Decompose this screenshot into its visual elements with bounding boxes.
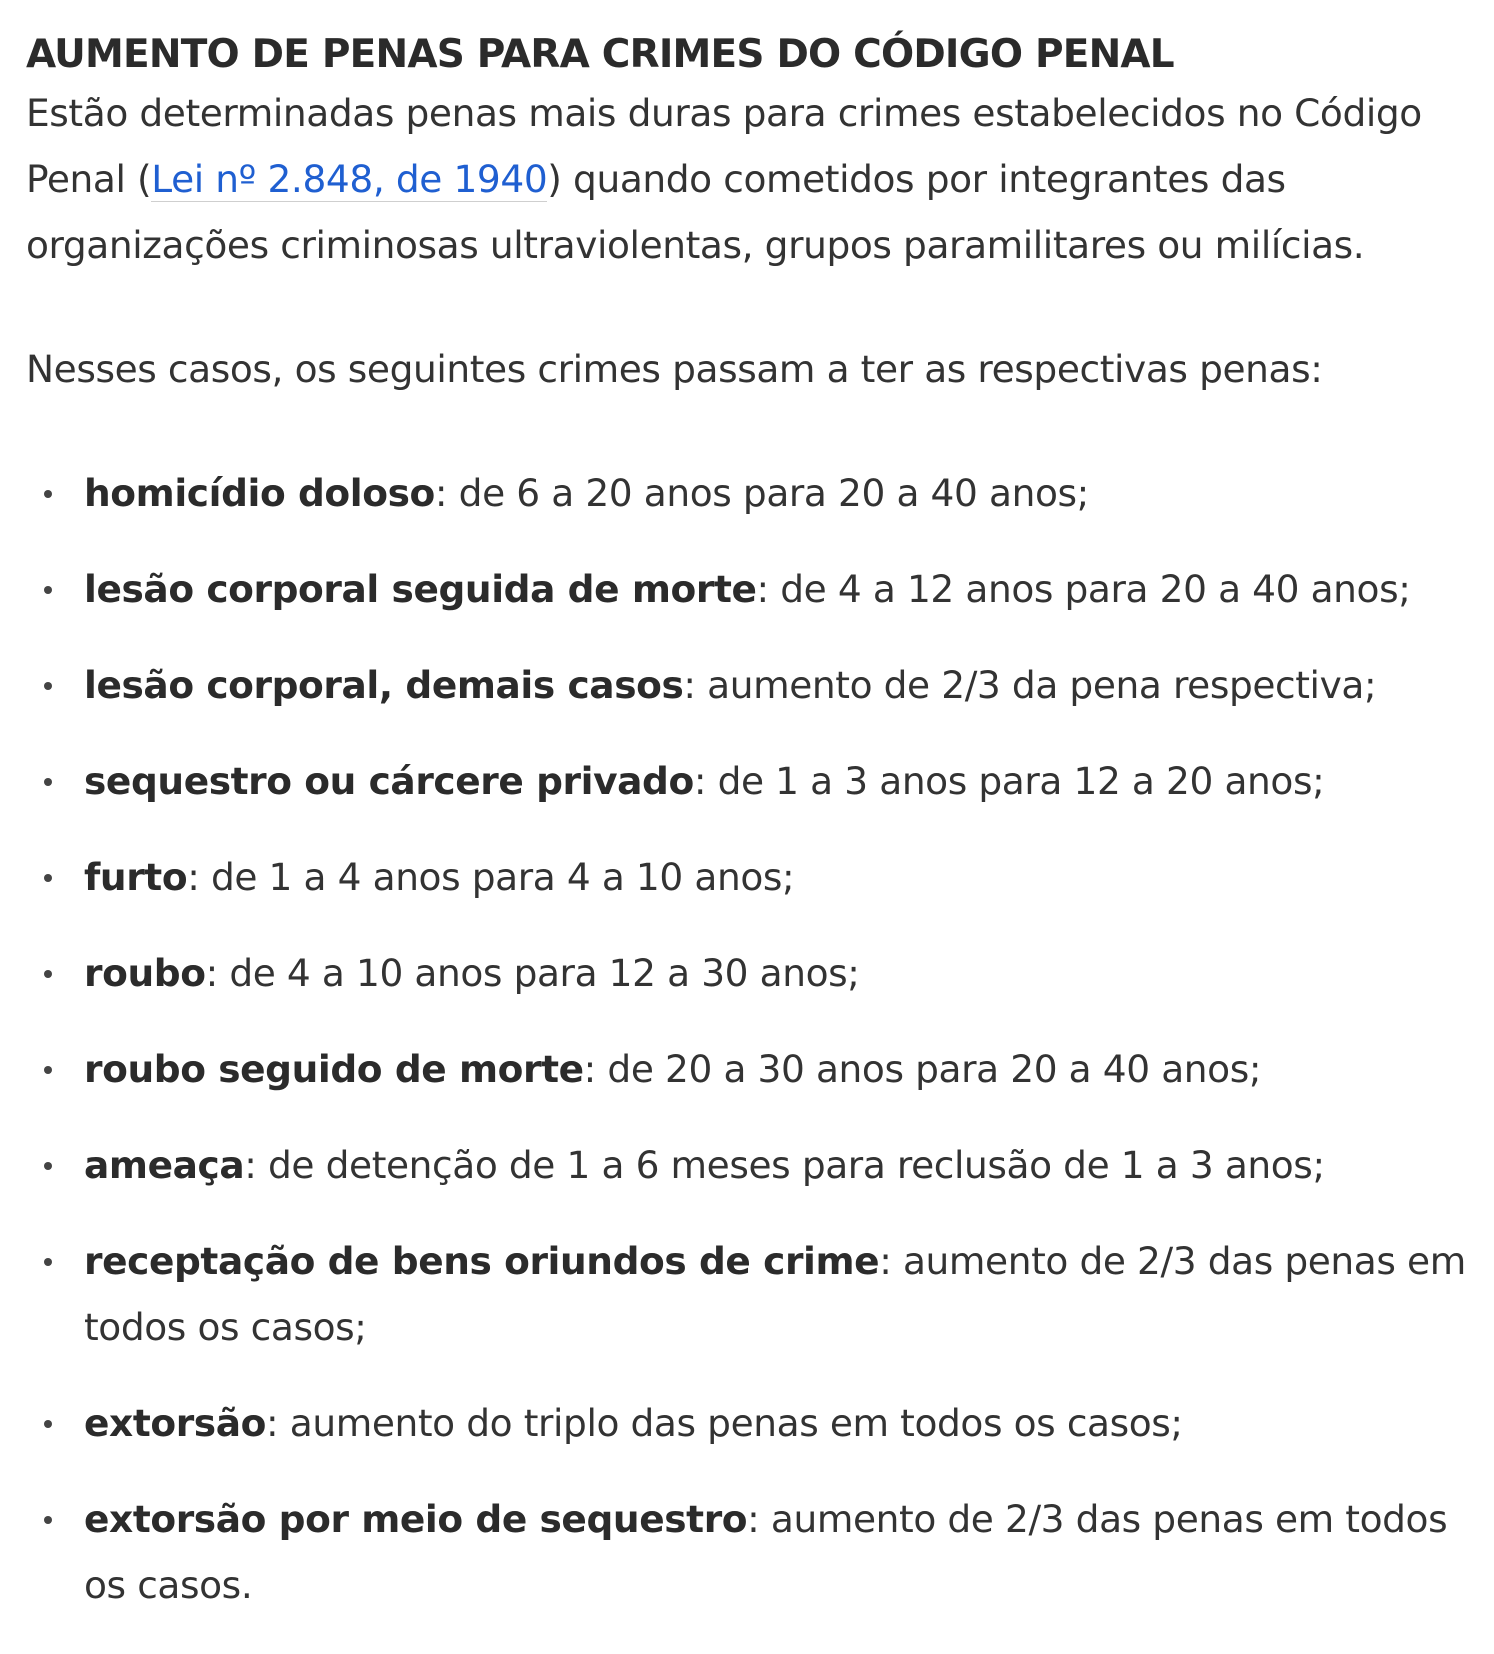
crime-term: roubo seguido de morte [84,1047,584,1091]
bullet-icon [44,970,52,978]
crime-penalty: : de 20 a 30 anos para 20 a 40 anos; [583,1047,1262,1091]
crimes-list [26,460,1468,1618]
crime-penalty: : aumento de 2/3 das penas em todos os casos; [84,1239,1466,1349]
intro-text-before: Estão determinadas penas mais duras para crimes estabelecidos no Código Penal ( [26,91,1422,201]
crime-penalty: : de 1 a 3 anos para 12 a 20 anos; [693,759,1325,803]
bullet-icon [44,1420,52,1428]
crime-penalty: : de 4 a 10 anos para 12 a 30 anos; [205,951,860,995]
crime-term: receptação de bens oriundos de crime [84,1239,880,1283]
bullet-icon [44,1066,52,1074]
crime-penalty: : de 1 a 4 anos para 4 a 10 anos; [187,855,795,899]
crime-penalty: : de 4 a 12 anos para 20 a 40 anos; [756,567,1411,611]
bullet-icon [44,1258,52,1266]
crime-term: roubo [84,951,206,995]
list-item [26,1036,1468,1102]
bullet-icon [44,1162,52,1170]
bullet-icon [44,874,52,882]
article-heading: AUMENTO DE PENAS PARA CRIMES DO CÓDIGO PENAL [26,32,1174,77]
crime-term: extorsão por meio de sequestro [84,1497,748,1541]
crime-term: sequestro ou cárcere privado [84,759,694,803]
list-item [26,1228,1468,1360]
bullet-icon [44,1516,52,1524]
law-link[interactable]: Lei nº 2.848, de 1940 [151,157,548,201]
bullet-icon [44,490,52,498]
crime-penalty: : de 6 a 20 anos para 20 a 40 anos; [434,471,1089,515]
crime-penalty: : aumento do triplo das penas em todos os casos; [266,1401,1183,1445]
bullet-icon [44,682,52,690]
crime-penalty: : aumento de 2/3 das penas em todos os casos. [84,1497,1448,1607]
intro-text-after: ) quando cometidos por integrantes das organizações criminosas ultraviolentas, grupos paramilitares ou milícias. [26,157,1365,267]
bullet-icon [44,586,52,594]
lead-paragraph: Nesses casos, os seguintes crimes passam a ter as respectivas penas: [26,347,1323,391]
crime-penalty: : de detenção de 1 a 6 meses para reclusão de 1 a 3 anos; [244,1143,1325,1187]
crime-term: lesão corporal seguida de morte [84,567,757,611]
crime-term: ameaça [84,1143,245,1187]
list-item [26,556,1468,622]
list-item [26,940,1468,1006]
crime-term: lesão corporal, demais casos [84,663,684,707]
intro-paragraph [26,80,1468,278]
list-item [26,1486,1468,1618]
list-item [26,460,1468,526]
crime-term: homicídio doloso [84,471,435,515]
crime-term: furto [84,855,188,899]
crime-penalty: : aumento de 2/3 da pena respectiva; [683,663,1377,707]
list-item [26,1390,1468,1456]
list-item [26,1132,1468,1198]
bullet-icon [44,778,52,786]
crime-term: extorsão [84,1401,266,1445]
list-item [26,652,1468,718]
list-item [26,844,1468,910]
list-item [26,748,1468,814]
